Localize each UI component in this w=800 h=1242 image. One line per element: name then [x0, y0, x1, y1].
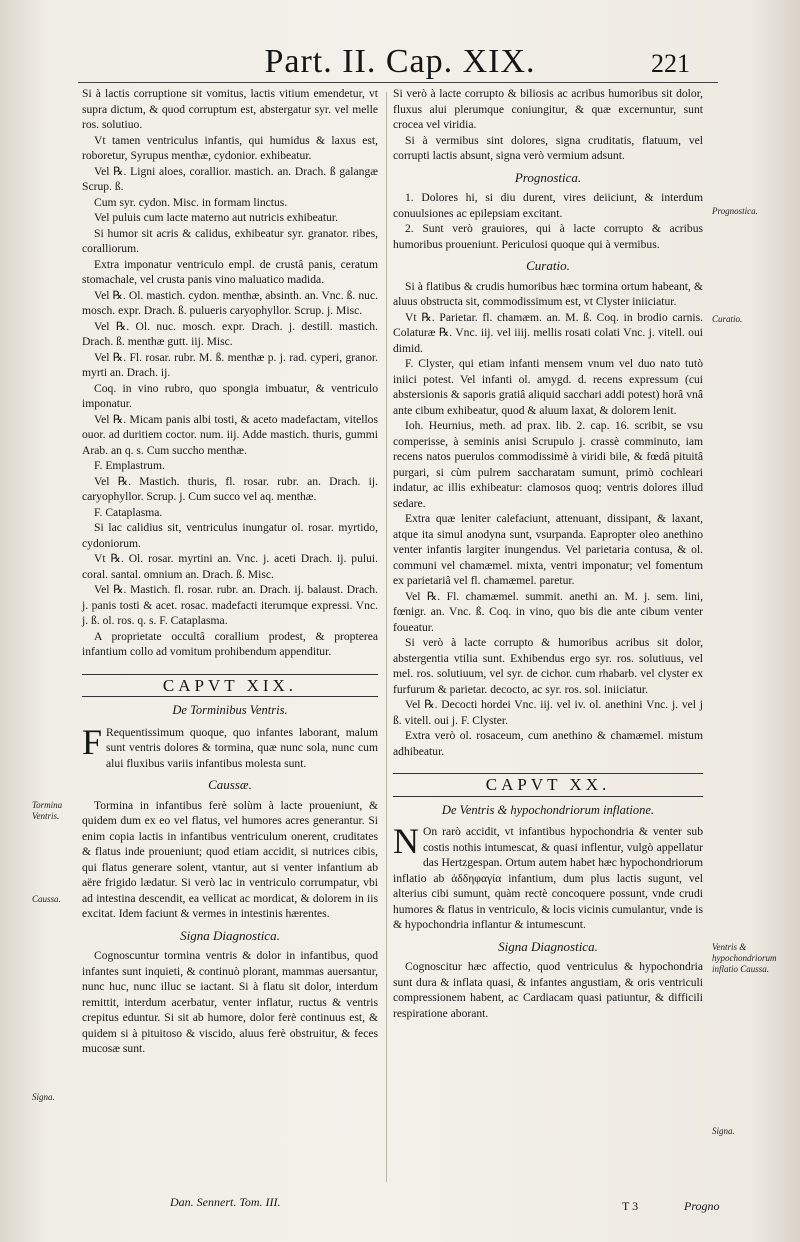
paragraph: Si à lactis corruptione sit vomitus, lactis vitium emendetur, vt supra dictum, & quod corruptum est, abstergatur syr. vel melle ros. solutiuo.	[82, 87, 378, 131]
right-column	[393, 86, 703, 1021]
paragraph: Si à vermibus sint dolores, signa cruditatis, flatuum, vel corrupti lactis absunt, signa verò vermium adsunt.	[393, 133, 703, 162]
page-number: 221	[651, 49, 690, 78]
paragraph: Vel ℞. Micam panis albi tosti, & aceto madefactam, vitellos ouor. ad duritiem coctor. num. iij. Adde mastich. thuris, gummi Arab. an q. s. Cum succho menthæ.	[82, 412, 378, 457]
paragraph: Cognoscuntur tormina ventris & dolor in infantibus, quod infantes sunt inquieti, & continuò plorant, mammas auersantur, nunc huc, nunc illuc se iactant. Si à flatu sit dolor, interdum remittit, interdum acerbatur, venter inflatur, ructus & ventris crepitus eduntur. Si sit ab humore, dolor ferè continuus est, & quidem si à pituitoso & viscido, aluus ferè obstruitur, & feces mucosæ sunt.	[82, 949, 378, 1055]
paragraph: Vt ℞. Parietar. fl. chamæm. an. M. ß. Coq. in brodio carnis. Colaturæ ℞. Vnc. iij. vel iiij. mellis rosati colati Vnc. j. vitell. oui dimid.	[393, 310, 703, 355]
paragraph: Extra quæ leniter calefaciunt, attenuant, dissipant, & laxant, atque ita simul anodyna sunt, vsurpanda. Eapropter oleo anethino venter infantis largiter inungendus. Vel parietaria contusa, & ol. communi vel chamæmel. mixta, ventri imponatur; vel fomentum ex parietariâ vel fl. chamæmel. paretur.	[393, 512, 703, 587]
paragraph: F. Cataplasma.	[94, 505, 163, 519]
chapter-heading: CAPVT XX.	[393, 773, 703, 797]
chapter-opening-paragraph	[82, 721, 378, 772]
signature-mark: T 3	[622, 1199, 639, 1213]
paragraph: Si lac calidius sit, ventriculus inungatur ol. rosar. myrtido, cydoniorum.	[82, 521, 378, 550]
paragraph: Tormina in infantibus ferè solùm à lacte proueniunt, & quidem dum ex eo vel flatus, vel humores acres generantur. Si enim copia lactis in infantibus ventriculum onerent, cruditates & flatus inde proueniunt; quod etiam accidit, si nutrices cibis, qui flatus generare solent, vtantur, aut si venter infantium ab aëre frigido lædatur. Si verò lac in ventriculo corrumpatur, vbi ad intestina descendit, ea vellicat ac mordicat, & dolorem in iis excitat. Idem faciunt & vermes in intestinis hærentes.	[82, 798, 378, 920]
paragraph: Coq. in vino rubro, quo spongia imbuatur, & ventriculo imponatur.	[82, 381, 378, 410]
paragraph: Vel ℞. Ol. mastich. cydon. menthæ, absinth. an. Vnc. ß. nuc. mosch. expr. Drach. ß. pulueris caryophyllor. Scrup. j. Misc.	[82, 288, 378, 317]
paragraph: Si humor sit acris & calidus, exhibeatur syr. granator. ribes, coralliorum.	[82, 226, 378, 255]
margin-note-caussa: Caussa.	[32, 894, 61, 904]
paragraph: A proprietate occultâ corallium prodest, & propterea infantium collo ad vomitum prohibendum appenditur.	[82, 629, 378, 658]
paragraph: Si verò à lacte corrupto & biliosis ac acribus humoribus sit dolor, fluxus alui plerumque coniungitur, & quæ excernuntur, sunt crocea vel viridia.	[393, 87, 703, 131]
paragraph: Ioh. Heurnius, meth. ad prax. lib. 2. cap. 16. scribit, se vsu comperisse, à seminis anisi Scrupulo j. crassè comminuto, iam recens natos puerulos commodissimè à viridi bile, & fœdâ pituitâ purgari, si cùm pulrem saccharatam sumunt, primò cochleari indatur, ac illis exhibeatur: clamosos quoq; ventris dolores illud sedare.	[393, 419, 703, 510]
section-heading: Prognostica.	[514, 169, 582, 185]
column-gutter	[386, 92, 387, 1182]
header-rule	[78, 82, 718, 83]
paragraph: Vel ℞. Mastich. fl. rosar. rubr. an. Drach. ij. balaust. Drach. j. panis tosti & acet. rosac. madefacti iterumque expressi. Vnc. j. ß. ol. ros. q. s. F. Cataplasma.	[82, 583, 378, 627]
paragraph: Vel ℞. Decocti hordei Vnc. iij. vel iv. ol. anethini Vnc. j. vel j ß. vitell. oui j. F. Clyster.	[393, 698, 703, 727]
paragraph: Cognoscitur hæc affectio, quod ventriculus & hypochondria sunt dura & inflata quasi, & infantes angustiam, & oris ventriculi compressionem habent, ac Cardiacam quasi patiuntur, & difficili respiratione aborant.	[393, 960, 703, 1020]
running-title: Part. II. Cap. XIX.	[264, 43, 536, 80]
section-heading: Curatio.	[526, 258, 570, 273]
margin-note-tormina: Tormina Ventris.	[32, 800, 63, 821]
margin-note-signa-right: Signa.	[712, 1126, 735, 1136]
paragraph: Vel ℞. Fl. chamæmel. summit. anethi an. M. j. sem. lini, fœnigr. an. Vnc. ß. Coq. in vino, quo bis die ante cibum venter foueatur.	[393, 589, 703, 634]
chapter-heading: CAPVT XIX.	[82, 674, 378, 698]
footer-author: Dan. Sennert. Tom. III.	[170, 1195, 281, 1209]
paragraph: Vel puluis cum lacte materno aut nutricis exhibeatur.	[94, 211, 339, 224]
catchword: Progno	[684, 1199, 720, 1213]
paragraph: Vel ℞. Mastich. thuris, fl. rosar. rubr. an. Drach. ij. caryophyllor. Scrup. j. Cum succo vel aq. menthæ.	[82, 474, 378, 503]
paragraph: 2. Sunt verò grauiores, qui à lacte corrupto & acribus humoribus proueniunt. Periculosi quoque qui à vermibus.	[393, 222, 703, 251]
left-column	[82, 86, 378, 1057]
section-heading: Caussæ.	[208, 777, 252, 792]
chapter-opening-paragraph	[393, 821, 703, 933]
paragraph: F. Emplastrum.	[94, 459, 165, 472]
paragraph: Extra imponatur ventriculo empl. de crustâ panis, ceratum stomachale, vel crusta panis vino maluatico madida.	[82, 257, 378, 286]
chapter-subtitle: De Torminibus Ventris.	[172, 703, 288, 717]
drop-cap: F	[82, 721, 103, 762]
paragraph: Vel ℞. Ligni aloes, corallior. mastich. an. Drach. ß galangæ Scrup. ß.	[82, 164, 378, 193]
opening-text: On rarò accidit, vt infantibus hypochondria & venter sub costis nothis intumescat, & quasi inflentur, vulgò appellatur das Hertzgespan. Ortum autem habet hæc hypochondriorum inflatio ab ἀδδηφαγία infantium, dum plus lactis sugunt, vel alterius cibi sumunt, quàm rectè concoquere possunt, vnde crudi humores & flatus in ventriculo, & locis vicinis cumulantur, vnde is & hypochondria inflantur & intumescunt.	[393, 825, 703, 931]
paragraph: Vt ℞. Ol. rosar. myrtini an. Vnc. j. aceti Drach. ij. pului. coral. santal. omnium an. Drach. ß. Misc.	[82, 552, 378, 581]
paragraph: Vel ℞. Fl. rosar. rubr. M. ß. menthæ p. j. rad. cyperi, granor. myrti an. Drach. ij.	[82, 350, 378, 379]
margin-note-curatio: Curatio.	[712, 314, 743, 324]
paragraph: Vt tamen ventriculus infantis, qui humidus & laxus est, roboretur, Syrupus menthæ, cydonior. exhibeatur.	[82, 133, 378, 162]
paragraph: Si verò à lacte corrupto & humoribus acribus sit dolor, abstergentia vtilia sunt. Exhibendus ergo syr. ros. solutiuus, vel mel. ros. solutiuum, vel syr. de cichor. cum rhabarb. vel clyster ex furfurum & parietar. decocto, ac syr. ros. sol. iniiciatur.	[393, 636, 703, 696]
paragraph: F. Clyster, qui etiam infanti mensem vnum vel duo nato tutò iniici potest. Vel infanti ol. amygd. d. recens expressum (cui abstersionis & saporis gratiâ aliquid sacchari addi potest) horâ vnâ ante cibum exhibeatur, quod & aluum laxat, & dolorem lenit.	[393, 357, 703, 417]
paragraph: Vel ℞. Ol. nuc. mosch. expr. Drach. j. destill. mastich. Drach. ß. menthæ gutt. iij. Misc.	[82, 319, 378, 348]
section-heading: Signa Diagnostica.	[180, 927, 280, 943]
drop-cap: N	[393, 821, 419, 861]
paragraph: Extra verò ol. rosaceum, cum anethino & chamæmel. mistum adhibeatur.	[393, 729, 703, 758]
section-heading: Signa Diagnostica.	[498, 938, 598, 954]
paragraph: Cum syr. cydon. Misc. in formam linctus.	[94, 195, 288, 209]
opening-text: Requentissimum quoque, quo infantes laborant, malum sunt ventris dolores & tormina, quæ nunc sola, nunc cum alui fluxibus variis infantibus molesta sunt.	[106, 725, 378, 770]
paragraph: 1. Dolores hi, si diu durent, vires deiiciunt, & interdum conuulsiones ac epilepsiam excitant.	[393, 191, 703, 220]
margin-note-ventris: Ventris & hypochondriorum inflatio Caussa.	[712, 942, 777, 974]
margin-note-signa-left: Signa.	[32, 1092, 55, 1102]
chapter-subtitle: De Ventris & hypochondriorum inflatione.	[441, 802, 655, 817]
paragraph: Si à flatibus & crudis humoribus hæc tormina ortum habeant, & aluus obstructa sit, commodissimum est, vt Clyster iniiciatur.	[393, 279, 703, 308]
margin-note-prognostica: Prognostica.	[712, 206, 758, 216]
